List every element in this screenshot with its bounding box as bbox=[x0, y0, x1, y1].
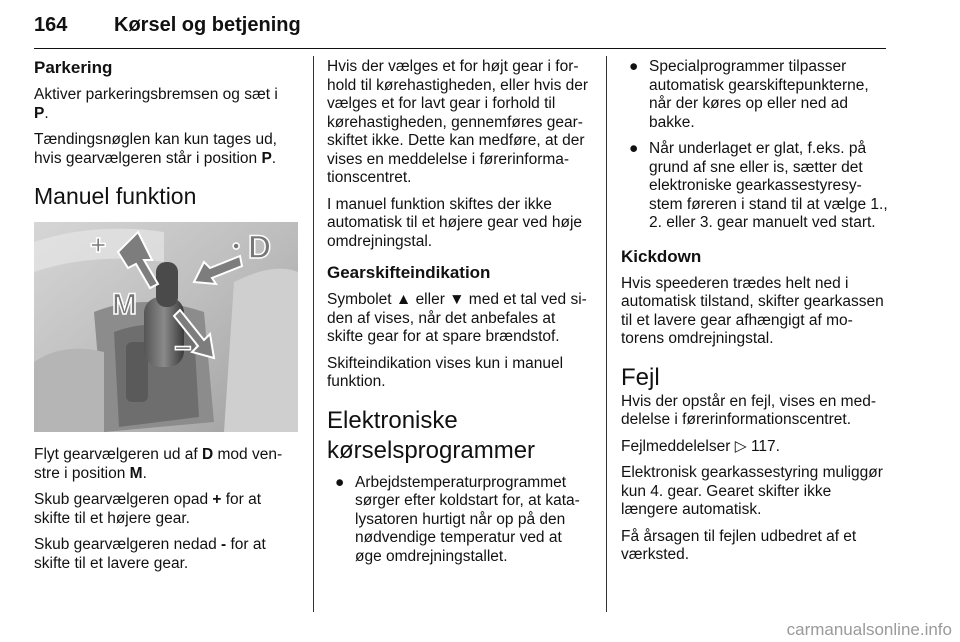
page-reference-link[interactable]: ▷ 117. bbox=[734, 437, 780, 455]
heading-elektroniske: Elektroniske kørselsprogrammer bbox=[327, 406, 536, 464]
paragraph-manual-no-upshift: I manuel funktion skiftes der ikke automatisk til et højere gear ved høje omdrejningstal. bbox=[327, 195, 583, 250]
column-divider-2 bbox=[606, 56, 607, 612]
paragraph-kickdown: Hvis speederen trædes helt ned i automatisk tilstand, skifter gearkassen til et lavere gear afhængigt af motorens omdrejningstal. bbox=[621, 274, 884, 347]
paragraph-shift-up: Skub gearvælgeren opad + for at skifte til et højere gear. bbox=[34, 491, 262, 527]
paragraph-gear-too-high: Hvis der vælges et for højt gear i forhold til kørehastigheden, eller hvis der vælges et for lavt gear i forhold til kørehastigheden, gennemføres gearskiftet ikke. Dette kan medføre, at der vises en meddelelse i førerinformationscentret. bbox=[327, 58, 589, 186]
figure-minus-label: − bbox=[174, 332, 192, 365]
bullet-icon: ● bbox=[629, 58, 639, 75]
watermark: carmanualsonline.info bbox=[786, 620, 952, 639]
heading-gearskifteindikation: Gearskifteindikation bbox=[327, 263, 491, 282]
heading-kickdown: Kickdown bbox=[621, 246, 702, 266]
column-3 bbox=[621, 58, 889, 573]
bullet-icon: ● bbox=[335, 473, 345, 491]
paragraph-move-to-m: Flyt gearvælgeren ud af D mod venstre i position M. bbox=[34, 446, 283, 482]
gear-selector-illustration bbox=[34, 222, 298, 432]
heading-manuel-funktion: Manuel funktion bbox=[34, 183, 197, 209]
page-title: Kørsel og betjening bbox=[114, 14, 301, 36]
page-number: 164 bbox=[34, 14, 68, 36]
paragraph-symbol: Symbolet ▲ eller ▼ med et tal ved siden af vises, når det anbefales at skifte gear for at spare brændstof. bbox=[327, 291, 587, 345]
column-2 bbox=[327, 58, 592, 574]
page-header bbox=[34, 14, 886, 49]
paragraph-fault-message: Hvis der opstår en fejl, vises en meddelelse i førerinformationscentret. bbox=[621, 392, 877, 428]
list-item: ● Når underlaget er glat, f.eks. på grund af sne eller is, sætter det elektroniske gearkassestyresystem føreren i stand til at vælge 1., 2. eller 3. gear manuelt ved start. bbox=[629, 140, 888, 231]
list-item: ● Specialprogrammer tilpasser automatisk gearskiftepunkterne, når der køres op eller ned ad bakke. bbox=[629, 58, 869, 131]
paragraph-fourth-gear: Elektronisk gearkassestyring muliggør kun 4. gear. Gearet skifter ikke længere automatisk. bbox=[621, 464, 883, 518]
figure-plus-label: + bbox=[90, 229, 107, 260]
column-1 bbox=[34, 58, 296, 581]
list-item: ● Arbejdstemperaturprogrammet sørger efter koldstart for, at katalysatoren hurtigt når op på den nødvendige temperatur ved at øge omdrejningstallet. bbox=[335, 473, 580, 565]
paragraph-fault-reference: Fejlmeddelelser ▷ 117. bbox=[621, 437, 780, 455]
column-divider-1 bbox=[313, 56, 314, 612]
program-list bbox=[327, 474, 592, 567]
heading-parkering: Parkering bbox=[34, 58, 113, 77]
bullet-icon: ● bbox=[629, 140, 639, 157]
paragraph-shift-down: Skub gearvælgeren nedad - for at skifte til et lavere gear. bbox=[34, 536, 266, 572]
paragraph-parking-brake: Aktiver parkeringsbremsen og sæt i P. bbox=[34, 86, 278, 122]
paragraph-key-removal: Tændingsnøglen kan kun tages ud, hvis gearvælgeren står i position P. bbox=[34, 131, 277, 167]
program-list-continued bbox=[621, 58, 889, 233]
heading-fejl: Fejl bbox=[621, 363, 660, 391]
figure-d-label: D bbox=[248, 229, 272, 265]
paragraph-indication-manual: Skifteindikation vises kun i manuel funktion. bbox=[327, 354, 564, 390]
paragraph-workshop: Få årsagen til fejlen udbedret af et værksted. bbox=[621, 527, 857, 563]
gear-selector-drawing bbox=[34, 222, 298, 432]
figure-m-label: M bbox=[112, 288, 137, 321]
figure-dot: ● bbox=[232, 237, 241, 253]
